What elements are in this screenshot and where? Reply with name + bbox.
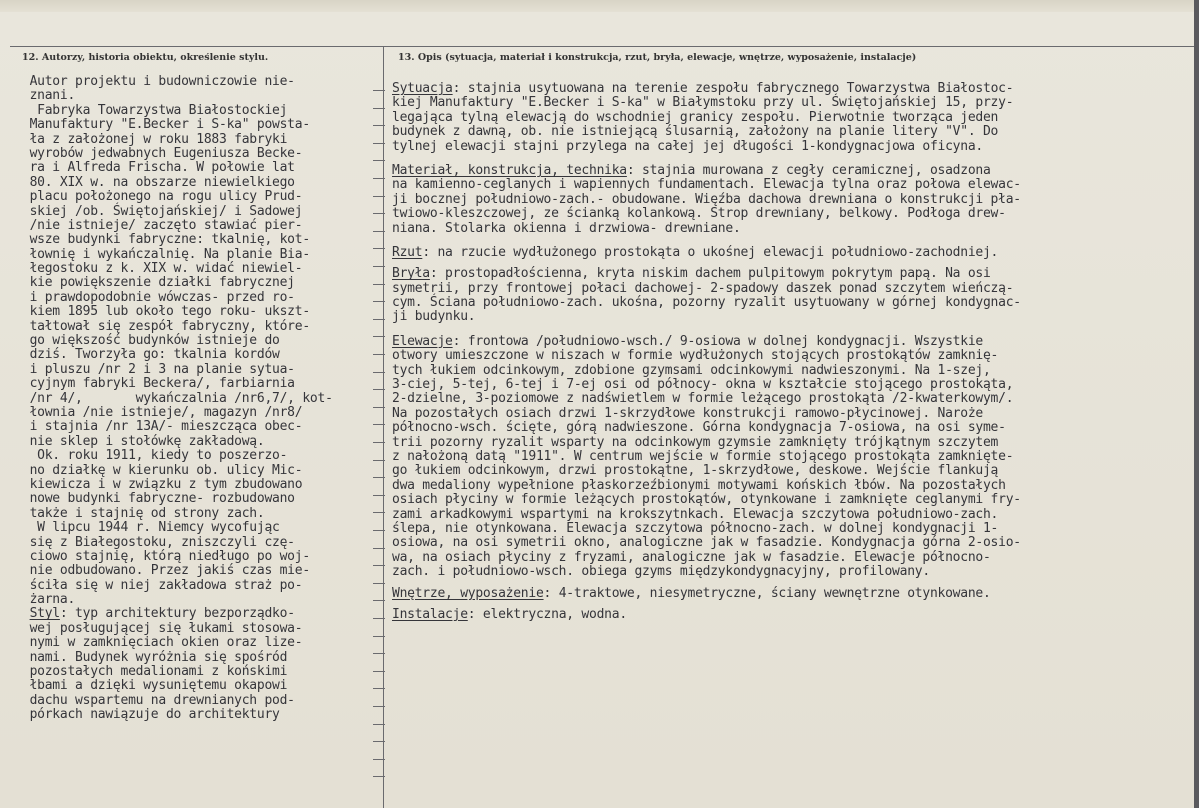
divider-tick bbox=[373, 460, 385, 461]
section-label: Instalacje bbox=[392, 606, 468, 622]
left-text-line: ciowo stajnię, którą niedługo po woj- bbox=[22, 548, 310, 564]
left-text-line: tałtował się zespół fabryczny, które- bbox=[22, 318, 310, 334]
divider-tick bbox=[373, 301, 385, 302]
left-text-line: Manufaktury "E.Becker i S-ka" powsta- bbox=[22, 117, 310, 133]
left-text-line: i stajnia /nr 13A/- mieszcząca obec- bbox=[22, 419, 303, 435]
divider-tick bbox=[373, 776, 385, 777]
section-text-line: ji bocznej południowo-zach.- obudowane. Więźba dachowa drewniana o konstrukcji pła- bbox=[392, 191, 1021, 207]
divider-tick bbox=[373, 266, 385, 267]
styl-text-line: nymi w zamknięciach okien oraz lize- bbox=[22, 635, 303, 651]
divider-tick bbox=[373, 653, 385, 654]
section-text-line: legająca tylną elewacją do wschodniej granicy zespołu. Pierwotnie tworząca jeden bbox=[392, 109, 999, 125]
divider-tick bbox=[373, 565, 385, 566]
section-text-line: północno-wsch. ścięte, górą nadwieszone. Górna kondygnacja 7-osiowa, na osi syme- bbox=[392, 420, 1006, 436]
left-text-line: łownię i wykańczalnię. Na planie Bia- bbox=[22, 246, 310, 262]
left-text-line: kie powiększenie działki fabrycznej bbox=[22, 275, 295, 291]
divider-tick bbox=[373, 213, 385, 214]
styl-text: : typ architektury bezporządko- bbox=[59, 606, 295, 622]
divider-tick bbox=[373, 90, 385, 91]
section-text: : elektryczna, wodna. bbox=[467, 606, 627, 622]
divider-tick bbox=[373, 354, 385, 355]
divider-tick bbox=[373, 530, 385, 531]
left-text-line: dziś. Tworzyła go: tkalnia kordów bbox=[22, 347, 280, 363]
left-text-line: łownia /nie istnieje/, magazyn /nr8/ bbox=[22, 404, 303, 420]
divider-tick bbox=[373, 178, 385, 179]
styl-text-line: nami. Budynek wyróżnia się spośród bbox=[22, 649, 288, 665]
right-column-header: 13. Opis (sytuacja, materiał i konstrukcja, rzut, bryła, elewacje, wnętrze, wyposażenie, instalacje) bbox=[398, 52, 917, 63]
divider-tick bbox=[373, 372, 385, 373]
section-text-line: symetrii, przy frontowej połaci dachowej- 2-spadowy daszek ponad szczytem wieńczą- bbox=[392, 280, 1014, 296]
divider-tick bbox=[373, 196, 385, 197]
divider-tick bbox=[373, 160, 385, 161]
section-first-line bbox=[392, 164, 1192, 178]
section-text: : stajnia murowana z cegły ceramicznej, osadzona bbox=[626, 162, 991, 178]
section-bryła bbox=[392, 267, 1192, 325]
right-border bbox=[1194, 0, 1199, 808]
left-text-line: go większość budynków istnieje do bbox=[22, 333, 280, 349]
divider-tick bbox=[373, 424, 385, 425]
left-text-line: nie sklep i stołówkę zakładową. bbox=[22, 433, 265, 449]
left-text-line: /nie istnieje/ zaczęto stawiać pier- bbox=[22, 217, 303, 233]
section-text-line: dwa medaliony wypełnione płaskorzeźbionymi motywami końskich łbów. Na pozostałych bbox=[392, 477, 1006, 493]
divider-tick bbox=[373, 741, 385, 742]
section-text: : stajnia usytuowana na terenie zespołu fabrycznego Towarzystwa Białostoc- bbox=[452, 82, 1014, 96]
left-text-line: nowe budynki fabryczne- rozbudowano bbox=[22, 491, 295, 507]
section-instalacje bbox=[392, 608, 1192, 622]
section-text-line: zami arkadkowymi wspartymi na krokszytnkach. Elewacja szczytowa południowo-zach. bbox=[392, 506, 999, 522]
section-text-line: 3-ciej, 5-tej, 6-tej i 7-ej osi od północy- okna w kształcie stojącego prostokąta, bbox=[392, 377, 1014, 393]
section-text-line: na kamienno-ceglanych i wapiennych fundamentach. Elewacja tylna oraz połowa elewac- bbox=[392, 177, 1021, 193]
left-text-line: żarna. bbox=[22, 592, 76, 608]
section-first-line bbox=[392, 608, 1192, 622]
section-text-line: ji budynku. bbox=[392, 309, 476, 325]
divider-tick bbox=[373, 442, 385, 443]
left-text-line: /nr 4/, wykańczalnia /nr6,7/, kot- bbox=[22, 390, 333, 406]
section-text-line: Na pozostałych osiach drzwi 1-skrzydłowe konstrukcji ramowo-płycinowej. Naroże bbox=[392, 405, 983, 421]
right-column-text bbox=[392, 82, 1192, 622]
divider-tick bbox=[373, 495, 385, 496]
left-text-line: Autor projektu i budowniczowie nie- bbox=[22, 75, 295, 89]
left-text-line: nie odbudowano. Przez jakiś czas mie- bbox=[22, 563, 310, 579]
divider-tick bbox=[373, 125, 385, 126]
divider-tick bbox=[373, 618, 385, 619]
section-text: : na rzucie wydłużonego prostokąta o ukośnej elewacji południowo-zachodniej. bbox=[422, 244, 999, 260]
styl-text-line: wej posługującej się łukami stosowa- bbox=[22, 620, 303, 636]
left-text-line: i pluszu /nr 2 i 3 na planie sytua- bbox=[22, 361, 295, 377]
left-column-header: 12. Autorzy, historia obiektu, określenie stylu. bbox=[22, 52, 269, 63]
divider-tick bbox=[373, 688, 385, 689]
left-text-line: 80. XIX w. na obszarze niewielkiego bbox=[22, 174, 295, 190]
section-text-line: z nałożoną datą "1911". W centrum wejście w formie stojącego prostokąta zamknięte- bbox=[392, 448, 1014, 464]
styl-text-line: pozostałych medalionami z końskimi bbox=[22, 664, 288, 680]
left-text-line: wsze budynki fabryczne: tkalnię, kot- bbox=[22, 232, 310, 248]
header-divider-line bbox=[10, 46, 1194, 47]
divider-tick bbox=[373, 724, 385, 725]
styl-label: Styl bbox=[29, 606, 60, 622]
left-column-text bbox=[22, 75, 378, 723]
divider-tick bbox=[373, 759, 385, 760]
section-text-line: ślepa, nie otynkowana. Elewacja szczytowa północno-zach. w dolnej kondygnacji 1- bbox=[392, 520, 999, 536]
styl-text-line: pórkach nawiązuje do architektury bbox=[22, 707, 280, 723]
section-wnętrze bbox=[392, 587, 1192, 601]
left-text-line: wyrobów jedwabnych Eugeniusza Becke- bbox=[22, 145, 303, 161]
section-text-line: zach. i południowo-wsch. obiega gzyms międzykondygnacyjny, profilowany. bbox=[392, 564, 930, 580]
section-text-line: otwory umieszczone w niszach w formie wydłużonych stojących prostokątów zamknię- bbox=[392, 348, 999, 364]
section-label: Sytuacja bbox=[392, 82, 453, 96]
section-first-line bbox=[392, 267, 1192, 281]
divider-tick bbox=[373, 389, 385, 390]
left-text-line: W lipcu 1944 r. Niemcy wycofując bbox=[22, 520, 280, 536]
left-text-line: ściła się w niej zakładowa straż po- bbox=[22, 577, 303, 593]
left-text-line: ła z założonej w roku 1883 fabryki bbox=[22, 131, 288, 147]
section-materiał bbox=[392, 164, 1192, 236]
divider-tick bbox=[373, 600, 385, 601]
section-text-line: kiej Manufaktury "E.Becker i S-ka" w Białymstoku przy ul. Świętojańskiej 15, przy- bbox=[392, 95, 1014, 111]
section-text-line: budynek z dawną, ob. nie istniejącą ślusarnią, założony na planie litery "V". Do bbox=[392, 124, 999, 140]
section-label: Rzut bbox=[392, 244, 423, 260]
section-label: Bryła bbox=[392, 266, 430, 282]
left-text-line: także i stajnię od strony zach. bbox=[22, 505, 265, 521]
section-label: Elewacje bbox=[392, 333, 453, 349]
divider-tick bbox=[373, 583, 385, 584]
styl-first-line bbox=[22, 607, 378, 621]
section-text-line: osiowa, na osi symetrii okno, analogiczne jak w fasadzie. Kondygnacja górna 2-osio- bbox=[392, 535, 1021, 551]
section-first-line bbox=[392, 335, 1192, 349]
left-text-line: ra i Alfreda Frischa. W połowie lat bbox=[22, 160, 295, 176]
left-text-line: Fabryka Towarzystwa Białostockiej bbox=[22, 102, 288, 118]
divider-tick bbox=[373, 319, 385, 320]
section-first-line bbox=[392, 246, 1192, 260]
section-text-line: 2-dzielne, 3-poziomowe z nadświetlem w formie leżącego prostokąta /2-kwaterkowym/. bbox=[392, 391, 1014, 407]
left-text-line: no działkę w kierunku ob. ulicy Mic- bbox=[22, 462, 303, 478]
left-text-line: cyjnym fabryki Beckera/, farbiarnia bbox=[22, 376, 295, 392]
left-text-line: Ok. roku 1911, kiedy to poszerzo- bbox=[22, 448, 288, 464]
divider-tick bbox=[373, 548, 385, 549]
left-text-line: znani. bbox=[22, 88, 76, 104]
section-text-line: niana. Stolarka okienna i drzwiowa- drewniane. bbox=[392, 220, 741, 236]
section-text-line: cym. Ściana południowo-zach. ukośna, pozorny ryzalit usytuowany w górnej kondygnac- bbox=[392, 295, 1021, 311]
divider-tick bbox=[373, 407, 385, 408]
divider-tick bbox=[373, 477, 385, 478]
divider-tick bbox=[373, 143, 385, 144]
section-text-line: tych łukiem odcinkowym, zdobione gzymsami odcinkowymi nadwieszonymi. Na 1-szej, bbox=[392, 362, 991, 378]
section-text-line: tylnej elewacji stajni przylega na całej jej długości 1-kondygnacjowa oficyna. bbox=[392, 138, 983, 154]
section-text-line: trii pozorny ryzalit wsparty na odcinkowym gzymsie zamknięty trójkątnym szczytem bbox=[392, 434, 999, 450]
divider-tick bbox=[373, 671, 385, 672]
divider-tick bbox=[373, 248, 385, 249]
section-text: : prostopadłościenna, kryta niskim dachem pulpitowym pokrytym papą. Na osi bbox=[429, 266, 991, 282]
styl-text-line: łbami a dzięki wysuniętemu okapowi bbox=[22, 678, 288, 694]
section-text-line: osiach płyciny w formie leżących prostokątów, otynkowane i zamknięte ceglanymi fry- bbox=[392, 492, 1021, 508]
section-first-line bbox=[392, 587, 1192, 601]
section-elewacje bbox=[392, 335, 1192, 580]
divider-tick bbox=[373, 108, 385, 109]
left-text-line: kiewicza i w związku z tym zbudowano bbox=[22, 476, 303, 492]
divider-tick bbox=[373, 636, 385, 637]
section-sytuacja bbox=[392, 82, 1192, 154]
left-text-line: się z Białegostoku, zniszczyli czę- bbox=[22, 534, 295, 550]
section-rzut bbox=[392, 246, 1192, 260]
divider-tick bbox=[373, 336, 385, 337]
left-text-line: kiem 1895 lub około tego roku- ukszt- bbox=[22, 304, 310, 320]
section-text-line: twiowo-kleszczowej, ze ścianką kolankową. Strop drewniany, belkowy. Podłoga drew- bbox=[392, 206, 1006, 222]
section-label: Wnętrze, wyposażenie bbox=[392, 585, 544, 601]
top-strip bbox=[0, 0, 1199, 12]
divider-tick bbox=[373, 512, 385, 513]
section-text: : 4-traktowe, niesymetryczne, ściany wewnętrzne otynkowane. bbox=[543, 585, 991, 601]
section-text-line: go łukiem odcinkowym, drzwi prostokątne, 1-skrzydłowe, deskowe. Wejście flankują bbox=[392, 463, 999, 479]
left-text-line: skiej /ob. Świętojańskiej/ i Sadowej bbox=[22, 203, 303, 219]
divider-tick bbox=[373, 284, 385, 285]
section-text-line: wa, na osiach płyciny z fryzami, analogiczne jak w fasadzie. Elewacje północno- bbox=[392, 549, 991, 565]
divider-tick bbox=[373, 706, 385, 707]
section-text: : frontowa /południowo-wsch./ 9-osiowa w dolnej kondygnacji. Wszystkie bbox=[452, 333, 983, 349]
styl-text-line: dachu wspartemu na drewnianych pod- bbox=[22, 692, 295, 708]
left-text-line: i prawdopodobnie wówczas- przed ro- bbox=[22, 289, 295, 305]
section-label: Materiał, konstrukcja, technika bbox=[392, 162, 627, 178]
left-text-line: łegostoku z k. XIX w. widać niewiel- bbox=[22, 261, 303, 277]
divider-tick bbox=[373, 231, 385, 232]
left-text-line: placu położonego na rogu ulicy Prud- bbox=[22, 189, 303, 205]
